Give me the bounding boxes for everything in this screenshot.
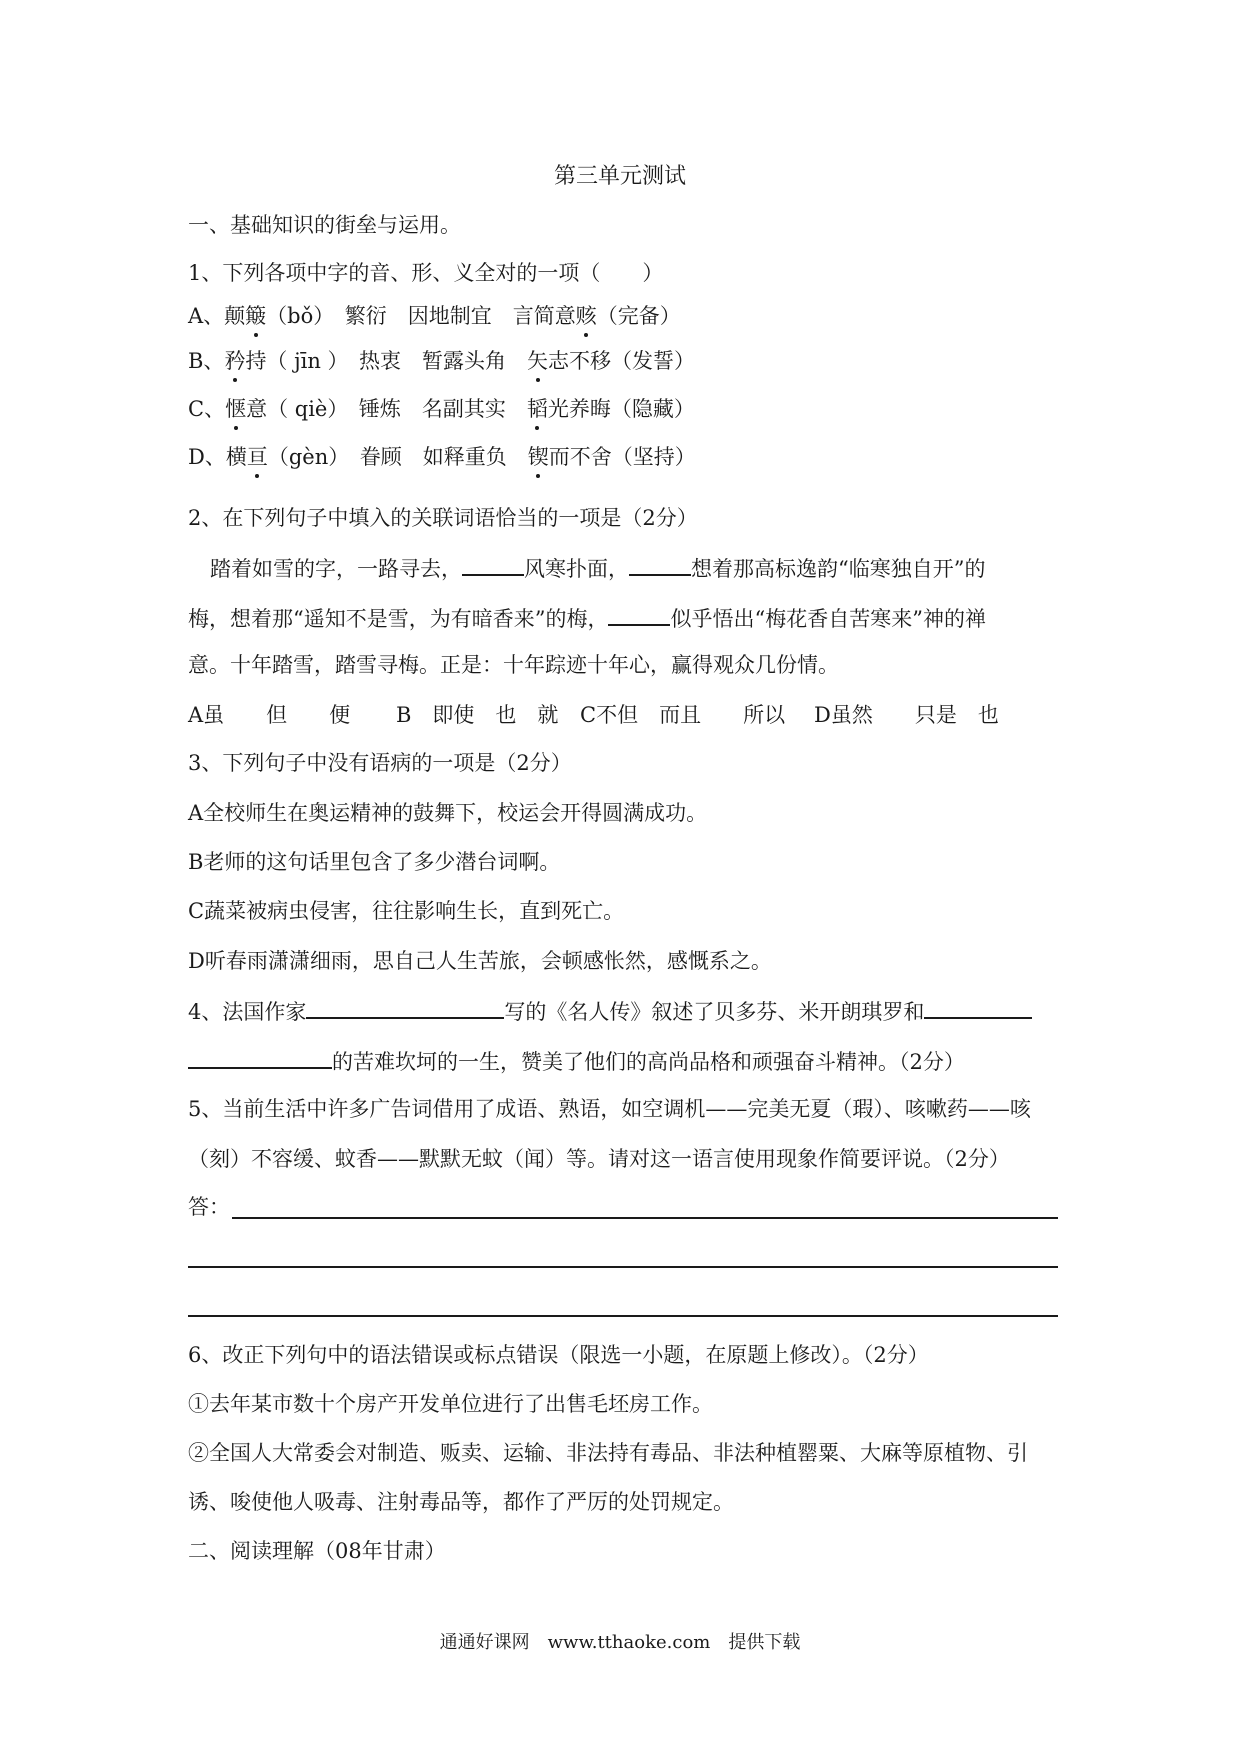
question-3-option-b: B老师的这句话里包含了多少潜台词啊。 bbox=[188, 850, 561, 874]
option-d-post-2: 而不舍（坚持） bbox=[548, 445, 696, 469]
question-6-stem: 6、改正下列句中的语法错误或标点错误（限选一小题，在原题上修改）。（2分） bbox=[188, 1343, 929, 1367]
question-6-sentence-2-line-1: ②全国人大常委会对制造、贩卖、运输、非法持有毒品、非法种植罂粟、大麻等原植物、引 bbox=[188, 1441, 1028, 1465]
option-c-dotted-char-2: 韬 bbox=[527, 394, 548, 424]
fill-blank[interactable] bbox=[629, 552, 691, 576]
option-b-dotted-char: 矜 bbox=[224, 346, 245, 376]
option-d-dotted-char-2: 锲 bbox=[528, 442, 549, 472]
option-c-post-2: 光养晦（隐藏） bbox=[547, 397, 695, 421]
question-4-text: 的苦难坎坷的一生，赞美了他们的高尚品格和顽强奋斗精神。（2分） bbox=[332, 1050, 965, 1074]
option-c-pre: C、 bbox=[188, 397, 226, 421]
question-5-line-1: 5、当前生活中许多广告词借用了成语、熟语，如空调机——完美无夏（瑕）、咳嗽药——咳 bbox=[188, 1097, 1031, 1121]
question-5-line-2: （刻）不容缓、蚊香——默默无蚊（闻）等。请对这一语言使用现象作简要评说。（2分） bbox=[188, 1147, 1010, 1171]
passage-text: 梅，想着那“遥知不是雪，为有暗香来”的梅， bbox=[188, 607, 609, 631]
option-d-dotted-char: 亘 bbox=[247, 442, 268, 472]
passage-text: 想着那高标逸韵“临寒独自开”的 bbox=[691, 557, 986, 581]
fill-blank[interactable] bbox=[608, 602, 670, 626]
option-d-post: （gèn） 眷顾 如释重负 bbox=[267, 445, 528, 469]
option-b-post-2: 志不移（发誓） bbox=[548, 349, 696, 373]
question-1-option-c bbox=[188, 394, 695, 424]
question-3-stem: 3、下列句子中没有语病的一项是（2分） bbox=[188, 751, 572, 775]
page-footer: 通通好课网 www.tthaoke.com 提供下载 bbox=[439, 1632, 801, 1653]
answer-line[interactable] bbox=[188, 1315, 1058, 1317]
author-blank[interactable] bbox=[306, 995, 504, 1019]
option-a-post: （bǒ） 繁衍 因地制宜 言简意 bbox=[266, 304, 576, 328]
option-b-dotted-char-2: 矢 bbox=[527, 346, 548, 376]
passage-text: 踏着如雪的字，一路寻去， bbox=[210, 557, 462, 581]
question-2-stem: 2、在下列句子中填入的关联词语恰当的一项是（2分） bbox=[188, 506, 698, 530]
answer-line[interactable] bbox=[232, 1217, 1058, 1219]
section-heading-2: 二、阅读理解（08年甘肃） bbox=[188, 1539, 446, 1563]
fill-blank[interactable] bbox=[462, 552, 524, 576]
option-a-pre: A、颠 bbox=[188, 304, 246, 328]
option-c-post: 意（ qiè） 锤炼 名副其实 bbox=[246, 397, 527, 421]
question-4-text: 4、法国作家 bbox=[188, 1000, 307, 1024]
option-a-dotted-char-2: 赅 bbox=[576, 301, 597, 331]
option-d-pre: D、横 bbox=[188, 445, 247, 469]
option-b: B 即使 也 就 bbox=[396, 703, 559, 727]
option-b-pre: B、 bbox=[188, 349, 225, 373]
option-c: C不但 而且 所以 bbox=[580, 703, 786, 727]
question-3-option-c: C蔬菜被病虫侵害，往往影响生长，直到死亡。 bbox=[188, 899, 625, 923]
section-heading-1: 一、基础知识的街垒与运用。 bbox=[188, 213, 461, 237]
option-a-post-2: （完备） bbox=[596, 304, 681, 328]
question-2-passage-line-1 bbox=[210, 552, 985, 584]
option-b-post: 持（ jīn ） 热衷 暂露头角 bbox=[245, 349, 528, 373]
option-c-dotted-char: 惬 bbox=[225, 394, 246, 424]
question-4-line-2 bbox=[188, 1045, 965, 1077]
question-2-passage-line-3: 意。十年踏雪，踏雪寻梅。正是：十年踪迹十年心，赢得观众几份情。 bbox=[188, 653, 839, 677]
person-blank[interactable] bbox=[188, 1045, 332, 1069]
option-d: D虽然 只是 也 bbox=[814, 703, 999, 727]
option-a-dotted-char: 簸 bbox=[245, 301, 266, 331]
question-1-option-a bbox=[188, 301, 681, 331]
passage-text: 风寒扑面， bbox=[524, 557, 629, 581]
question-1-option-d bbox=[188, 442, 696, 472]
question-4-line-1 bbox=[188, 995, 1032, 1027]
question-2-passage-line-2 bbox=[188, 602, 986, 634]
option-a: A虽 但 便 bbox=[188, 703, 351, 727]
passage-text: 似乎悟出“梅花香自苦寒来”神的禅 bbox=[670, 607, 986, 631]
question-4-text: 写的《名人传》叙述了贝多芬、米开朗琪罗和 bbox=[504, 1000, 925, 1024]
answer-line[interactable] bbox=[188, 1266, 1058, 1268]
question-6-sentence-1: ①去年某市数十个房产开发单位进行了出售毛坯房工作。 bbox=[188, 1392, 713, 1416]
page-title: 第三单元测试 bbox=[553, 164, 686, 189]
question-6-sentence-2-line-2: 诱、唆使他人吸毒、注射毒品等，都作了严厉的处罚规定。 bbox=[188, 1490, 734, 1514]
question-1-option-b bbox=[188, 346, 695, 376]
question-3-option-a: A全校师生在奥运精神的鼓舞下，校运会开得圆满成功。 bbox=[188, 801, 708, 825]
answer-label: 答： bbox=[188, 1195, 230, 1219]
question-1-stem: 1、下列各项中字的音、形、义全对的一项（ ） bbox=[188, 261, 664, 285]
question-3-option-d: D听春雨潇潇细雨，思自己人生苦旅，会顿感怅然，感慨系之。 bbox=[188, 949, 772, 973]
person-blank[interactable] bbox=[924, 995, 1032, 1019]
question-2-options bbox=[188, 700, 999, 730]
